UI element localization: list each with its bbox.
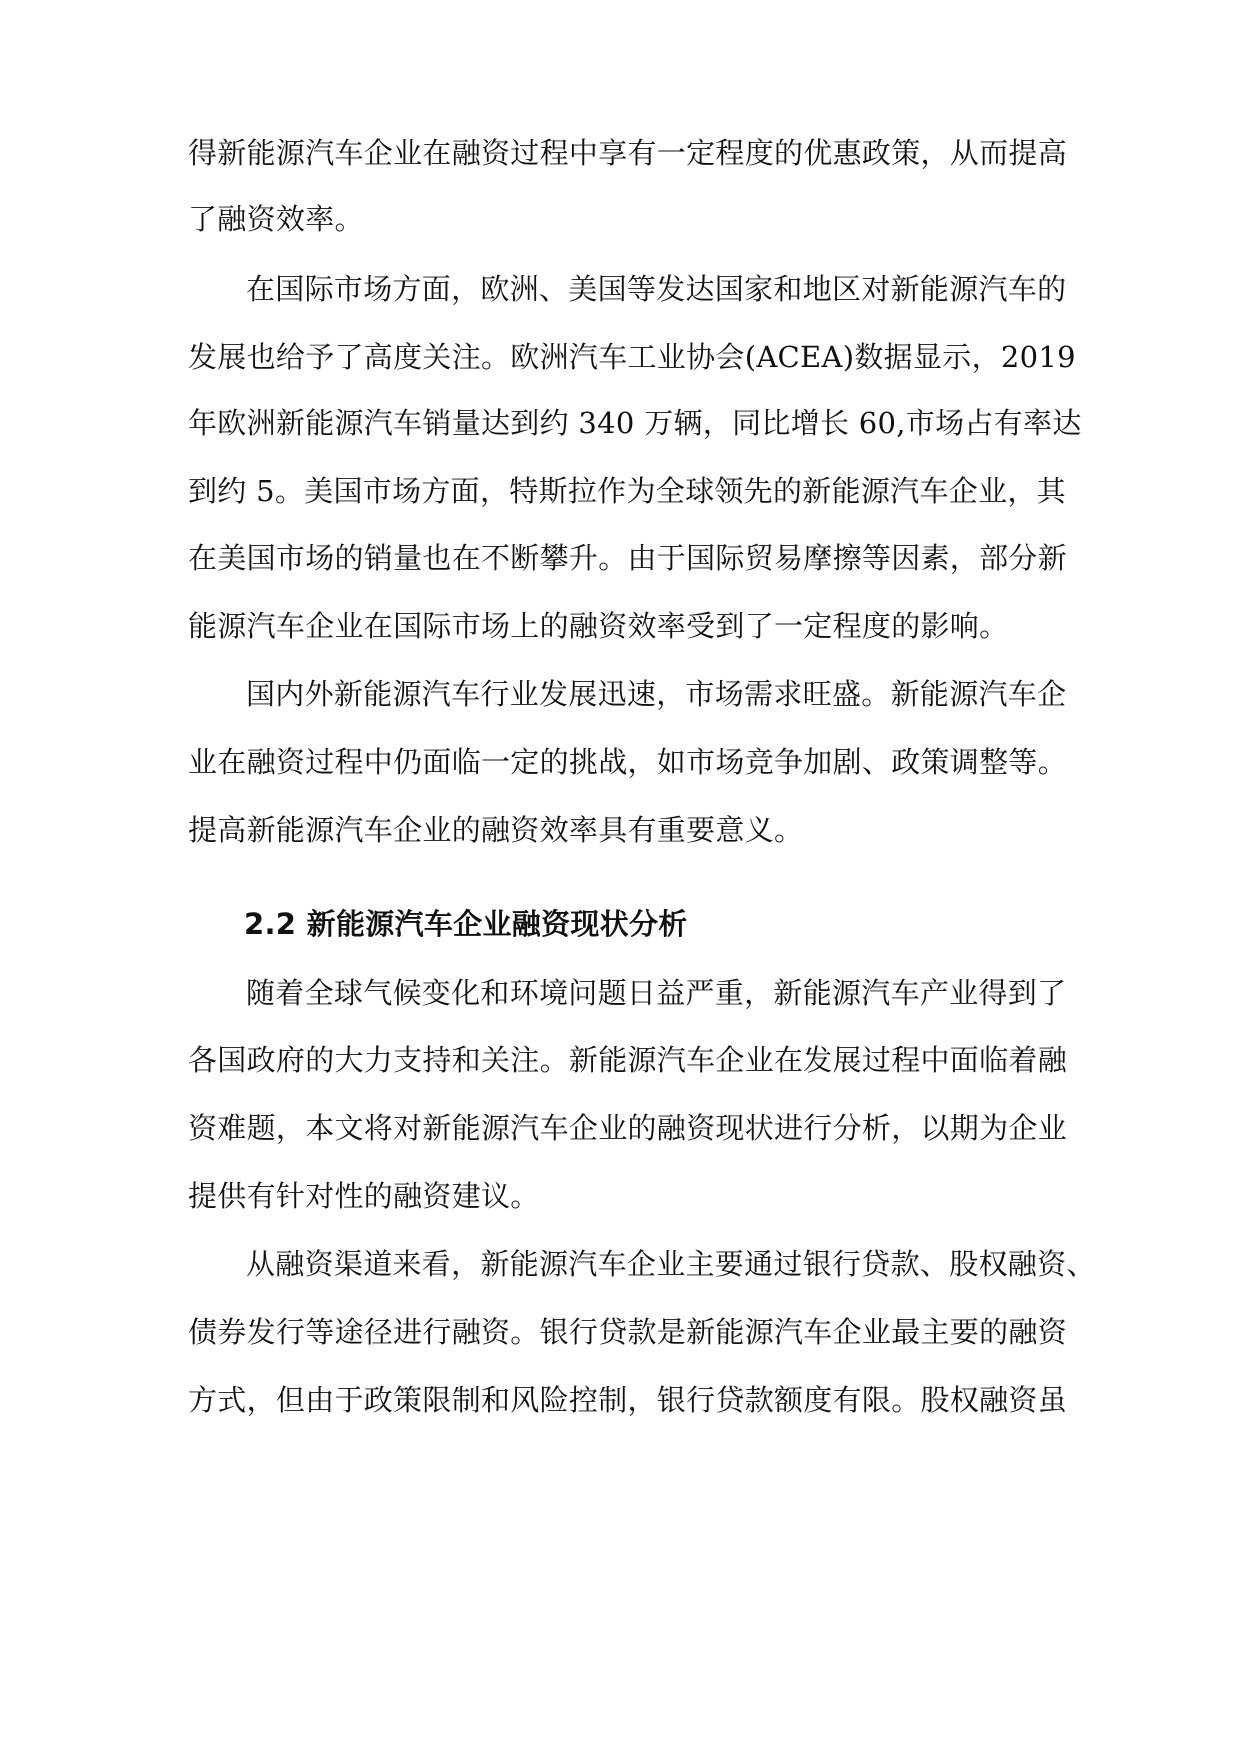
body-text-line: 能源汽车企业在国际市场上的融资效率受到了一定程度的影响。 bbox=[188, 609, 1009, 643]
body-text-line: 债券发行等途径进行融资。银行贷款是新能源汽车企业最主要的融资 bbox=[188, 1315, 1068, 1349]
body-text-line: 到约 5。美国市场方面，特斯拉作为全球领先的新能源汽车企业，其 bbox=[188, 474, 1066, 508]
paragraph-first-line: 在国际市场方面，欧洲、美国等发达国家和地区对新能源汽车的 bbox=[246, 272, 1067, 306]
body-text-line: 各国政府的大力支持和关注。新能源汽车企业在发展过程中面临着融 bbox=[188, 1043, 1068, 1077]
body-text-line: 业在融资过程中仍面临一定的挑战，如市场竞争加剧、政策调整等。 bbox=[188, 745, 1068, 779]
body-text-line: 提供有针对性的融资建议。 bbox=[188, 1179, 540, 1213]
body-text-line: 方式，但由于政策限制和风险控制，银行贷款额度有限。股权融资虽 bbox=[188, 1383, 1068, 1417]
body-text-line: 在美国市场的销量也在不断攀升。由于国际贸易摩擦等因素，部分新 bbox=[188, 541, 1068, 575]
body-text-line: 发展也给予了高度关注。欧洲汽车工业协会(ACEA)数据显示，2019 bbox=[188, 340, 1076, 374]
body-text-line: 年欧洲新能源汽车销量达到约 340 万辆，同比增长 60,市场占有率达 bbox=[188, 406, 1082, 440]
paragraph-first-line: 随着全球气候变化和环境问题日益严重，新能源汽车产业得到了 bbox=[246, 976, 1067, 1010]
body-text-line: 得新能源汽车企业在融资过程中享有一定程度的优惠政策，从而提高 bbox=[188, 136, 1068, 170]
body-text-line: 了融资效率。 bbox=[188, 202, 364, 236]
paragraph-first-line: 从融资渠道来看，新能源汽车企业主要通过银行贷款、股权融资、 bbox=[246, 1247, 1096, 1281]
body-text-line: 提高新能源汽车企业的融资效率具有重要意义。 bbox=[188, 813, 804, 847]
section-heading: 2.2 新能源汽车企业融资现状分析 bbox=[244, 907, 688, 941]
body-text-line: 资难题，本文将对新能源汽车企业的融资现状进行分析，以期为企业 bbox=[188, 1111, 1068, 1145]
paragraph-first-line: 国内外新能源汽车行业发展迅速，市场需求旺盛。新能源汽车企 bbox=[246, 677, 1067, 711]
